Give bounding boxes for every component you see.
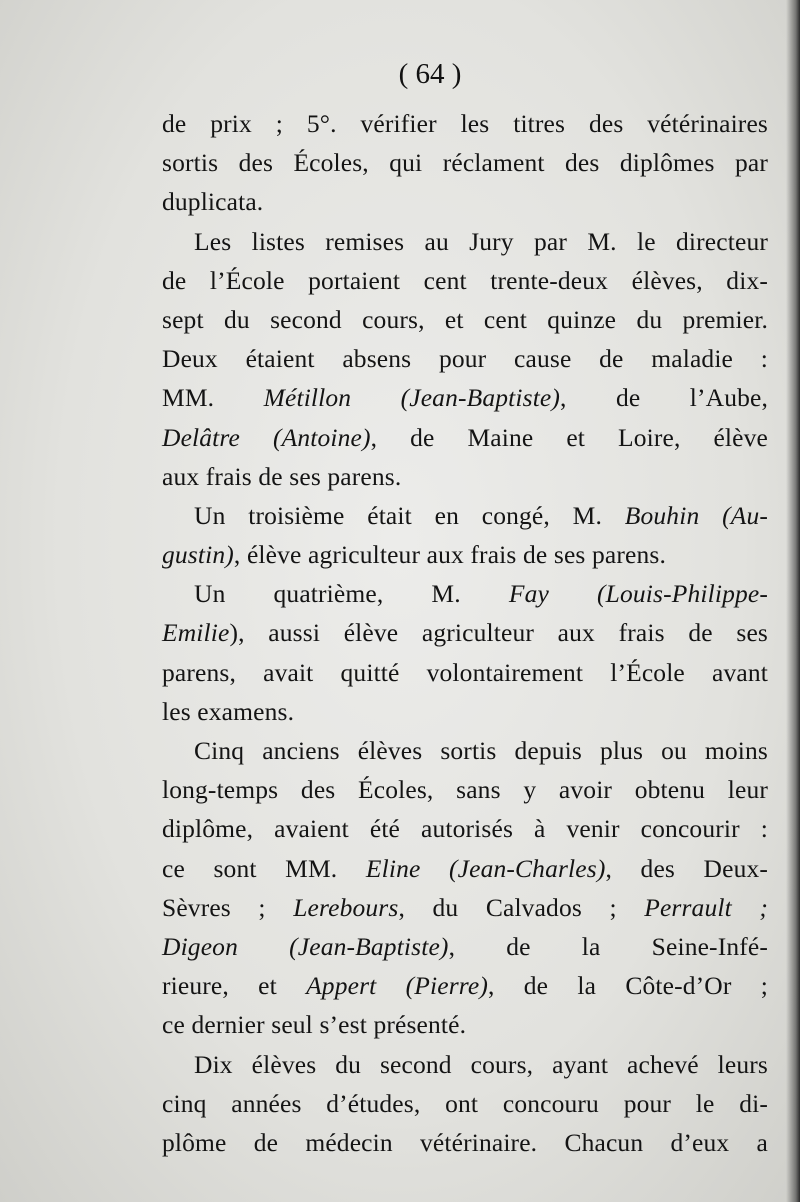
italic-name: Delâtre (Antoine) [162,422,371,452]
italic-name: Lerebours [293,892,399,922]
italic-name: gustin) [162,540,234,570]
text-run: rieure, et [162,971,307,1001]
text-run: , de l’Aube, [560,383,768,413]
text-line [162,966,768,1005]
text-line: cinq années d’études, ont concouru pour le di- [162,1088,768,1118]
text-run: , du Calvados ; [398,892,645,922]
italic-name: Métillon (Jean-Baptiste) [263,383,561,413]
text-line: Deux étaient absens pour cause de maladie : [162,344,768,374]
text-line [162,849,768,888]
text-run: Un quatrième, M. [194,579,509,609]
text-line [162,496,768,535]
italic-name: Eline (Jean-Charles) [365,853,606,883]
text-run: , de la Seine-Infé- [448,931,768,961]
text-line: de prix ; 5°. vérifier les titres des vétérinaires [162,109,768,138]
italic-name: Emilie [162,618,230,648]
text-line [162,888,768,927]
text-run: Un troisième était en congé, M. [194,500,625,530]
text-run: ce sont MM. [162,853,366,883]
text-run: , des Deux- [605,853,769,883]
text-line: aux frais de ses parens. [162,461,402,491]
text-line [162,574,768,613]
text-line [162,613,768,652]
text-line: sortis des Écoles, qui réclament des diplômes par [162,148,768,178]
text-run: MM. [162,383,264,413]
text-run: , de Maine et Loire, élève [370,422,769,452]
text-line: parens, avait quitté volontairement l’École avant [162,657,768,687]
text-line: Les listes remises au Jury par M. le directeur [194,226,768,256]
text-line [162,927,768,966]
italic-name: Perrault ; [644,892,769,922]
text-line: duplicata. [162,187,264,217]
text-line: Dix élèves du second cours, ayant achevé leurs [194,1049,768,1079]
italic-name: Appert (Pierre) [306,971,489,1001]
text-line: Cinq anciens élèves sortis depuis plus ou moins [194,736,768,765]
text-run: , élève agriculteur aux frais de ses parens. [233,540,667,570]
text-line [162,378,768,417]
text-run: ), aussi élève agriculteur aux frais de ses [229,618,768,648]
text-line: diplôme, avaient été autorisés à venir concourir : [162,814,768,844]
italic-name: Bouhin (Au- [624,500,769,530]
text-line: sept du second cours, et cent quinze du premier. [162,304,768,334]
text-line [162,418,768,457]
text-run: Sèvres ; [162,892,294,922]
italic-name: Fay (Louis-Philippe- [508,579,768,609]
text-line: de l’École portaient cent trente-deux élèves, dix- [162,265,768,295]
page-number: ( 64 ) [398,58,462,90]
text-line: long-temps des Écoles, sans y avoir obtenu leur [162,775,768,805]
italic-name: Digeon (Jean-Baptiste) [162,931,449,961]
text-line: les examens. [162,696,295,726]
body-text [162,104,768,1162]
text-line: plôme de médecin vétérinaire. Chacun d’eux a [162,1127,768,1157]
text-run: , de la Côte-d’Or ; [488,971,768,1001]
text-line: ce dernier seul s’est présenté. [162,1010,467,1040]
page-edge-shadow [786,0,800,1202]
text-line [162,535,768,574]
